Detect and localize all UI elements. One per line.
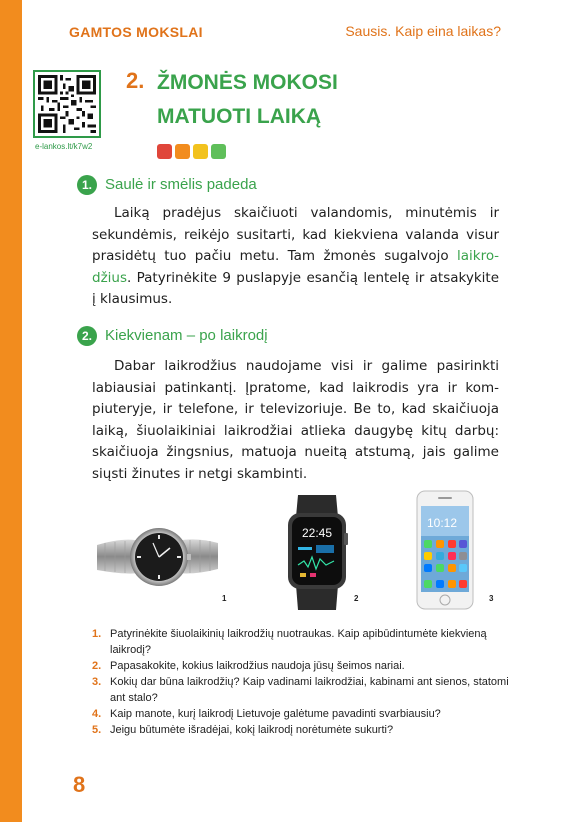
- qr-link[interactable]: e-lankos.lt/k7w2: [35, 142, 93, 151]
- chapter-title-line2: MATUOTI LAIKĄ: [157, 105, 322, 128]
- question-item: [92, 722, 512, 738]
- section-2-paragraph: Dabar laikrodžius naudojame visi ir galime pasirinkti labiausiai patinkantį. Įpratome, kad laikrodis yra ir kompiuteryje, ir telefone, ir televizoriuje. Be to, kad skaičiuoja laiką, šiuolaikiniai laikrodžiai atlieka daugybę kitų darbų: skaičiuoja žingsnius, matuoja nueitą atstumą, jais galime siųsti žinutes ir netgi skambinti.: [92, 358, 499, 482]
- question-text: Kokių dar būna laikrodžių? Kaip vadinami laikrodžiai, kabinami ant sienos, statomi ant stalo?: [110, 676, 509, 704]
- subject-header: GAMTOS MOKSLAI: [69, 24, 203, 40]
- chapter-title-line1: ŽMONĖS MOKOSI: [157, 71, 338, 94]
- chapter-number: 2.: [126, 68, 145, 93]
- difficulty-indicator: [157, 144, 226, 159]
- section-1-title: Saulė ir smėlis padeda: [105, 176, 257, 193]
- section-1-text: [92, 203, 499, 311]
- question-number: 2.: [92, 660, 102, 672]
- qr-code-image: [38, 75, 96, 133]
- question-item: [92, 706, 512, 722]
- photo-3-caption: 3: [489, 594, 494, 603]
- smartwatch-image: [282, 495, 352, 610]
- section-1-text-b: . Patyrinėkite 9 puslapyje esančią lentelę ir atsakykite į klausimus.: [92, 269, 499, 307]
- section-1-text-a: Laiką pradėjus skaičiuoti valandomis, minutėmis ir sekundėmis, reikėjo susitarti, kad kiekviena valanda visur prasidėtų tuo pačiu metu. Tam žmonės sugalvojo: [92, 205, 499, 264]
- section-1-highlight: laikrodžius: [92, 248, 499, 286]
- chapter-title: [157, 66, 457, 134]
- question-list: [92, 626, 512, 738]
- question-text: Papasakokite, kokius laikrodžius naudoja jūsų šeimos nariai.: [110, 660, 405, 672]
- qr-code[interactable]: [33, 70, 101, 138]
- level-square-3: [193, 144, 208, 159]
- section-2-badge: 2.: [77, 326, 97, 346]
- section-2-text: [92, 356, 499, 485]
- question-text: Patyrinėkite šiuolaikinių laikrodžių nuotraukas. Kaip apibūdintumėte kiekvieną laikrodį?: [110, 628, 487, 656]
- topic-header: Sausis. Kaip eina laikas?: [345, 23, 501, 39]
- smartphone-image: [416, 490, 474, 610]
- level-square-1: [157, 144, 172, 159]
- smartwatch-time: 22:45: [302, 526, 333, 540]
- question-number: 4.: [92, 708, 102, 720]
- phone-time: 10:12: [427, 516, 458, 530]
- wristwatch-image: [95, 515, 220, 595]
- level-square-4: [211, 144, 226, 159]
- photo-1-caption: 1: [222, 594, 227, 603]
- question-text: Kaip manote, kurį laikrodį Lietuvoje galėtume pavadinti svarbiausiu?: [110, 708, 441, 720]
- question-number: 5.: [92, 724, 102, 736]
- question-item: [92, 658, 512, 674]
- question-text: Jeigu būtumėte išradėjai, kokį laikrodį norėtumėte sukurti?: [110, 724, 394, 736]
- photo-2-caption: 2: [354, 594, 359, 603]
- question-item: [92, 626, 512, 658]
- level-square-2: [175, 144, 190, 159]
- question-number: 3.: [92, 676, 102, 688]
- page-side-bar: [0, 0, 22, 822]
- question-item: [92, 674, 512, 706]
- question-number: 1.: [92, 628, 102, 640]
- page-number: 8: [73, 772, 86, 797]
- section-1-badge: 1.: [77, 175, 97, 195]
- section-2-title: Kiekvienam – po laikrodį: [105, 327, 268, 344]
